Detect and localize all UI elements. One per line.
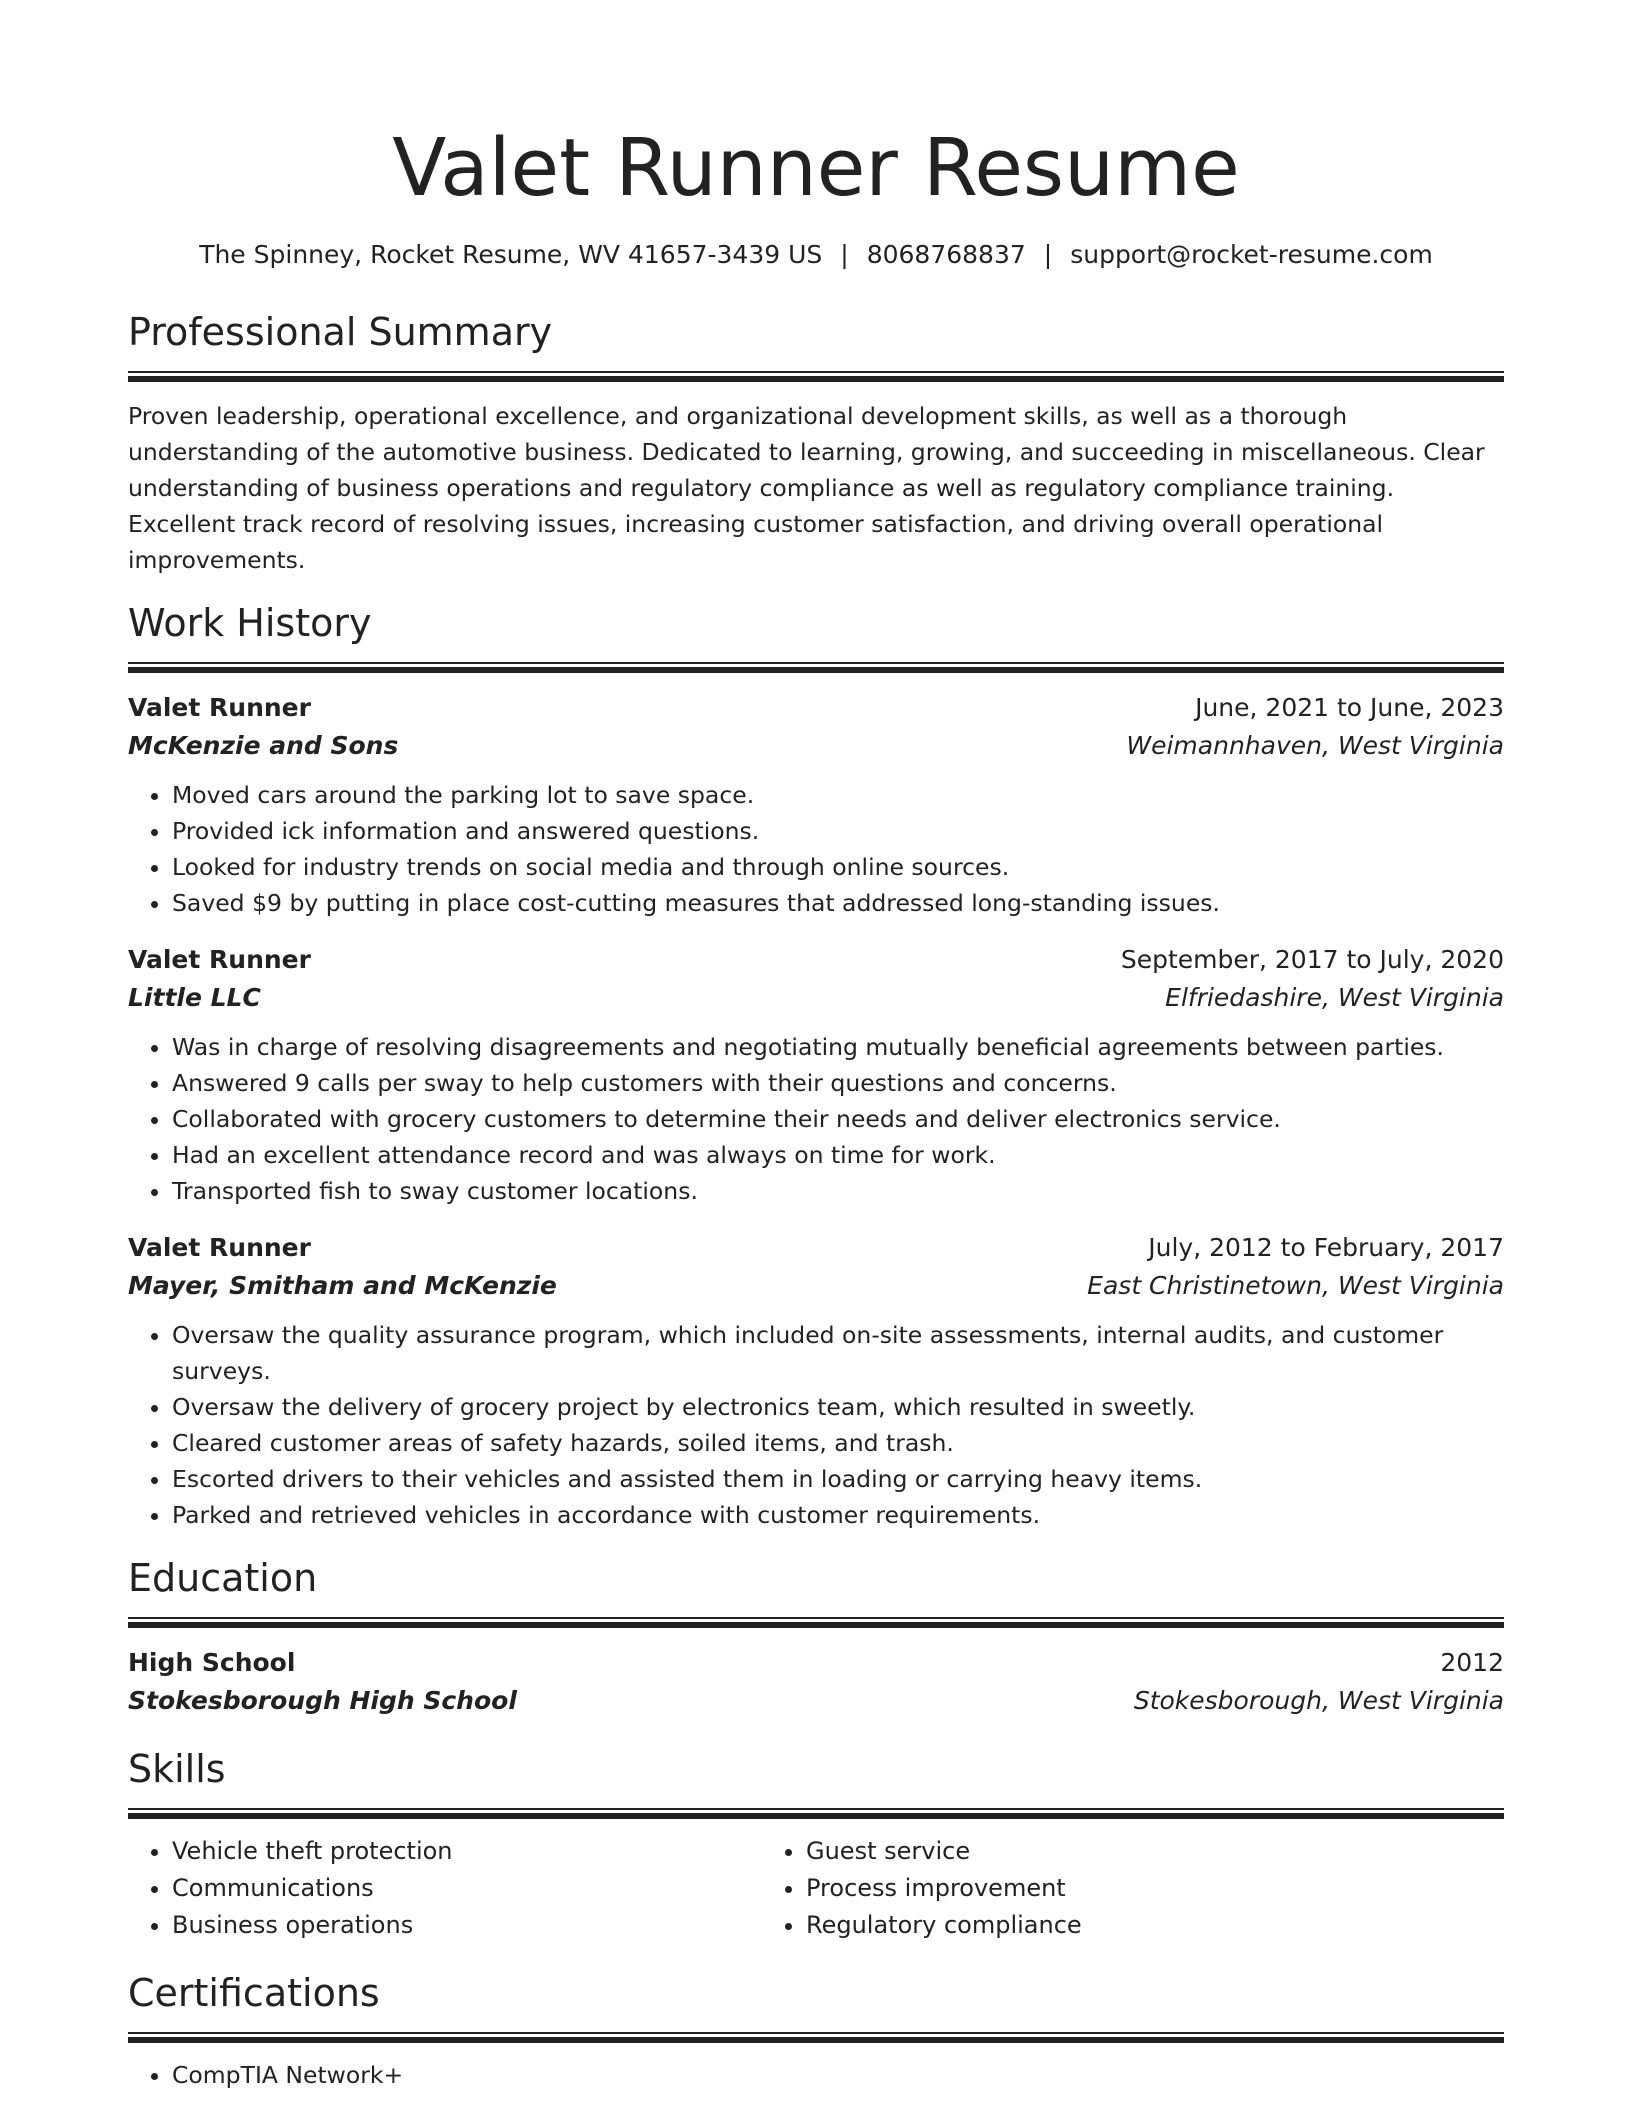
education-section [128, 1553, 1504, 1720]
job-bullet: • Oversaw the delivery of grocery project by electronics team, which resulted in sweetly. [172, 1389, 1504, 1425]
job-bullet: • Looked for industry trends on social media and through online sources. [172, 849, 1504, 885]
section-divider [128, 1808, 1504, 1819]
contact-email: support@rocket-resume.com [1070, 240, 1433, 269]
job-entry [128, 1229, 1504, 1533]
job-bullet: • Was in charge of resolving disagreements and negotiating mutually beneficial agreements between parties. [172, 1029, 1504, 1065]
section-divider [128, 662, 1504, 673]
job-location: Elfriedashire, West Virginia [1165, 983, 1504, 1012]
contact-phone: 8068768837 [866, 240, 1026, 269]
job-company: McKenzie and Sons [128, 731, 399, 760]
skills-list-left [128, 1833, 762, 1944]
education-degree: High School [128, 1648, 296, 1677]
section-divider [128, 371, 1504, 382]
education-school: Stokesborough High School [128, 1686, 517, 1715]
education-location: Stokesborough, West Virginia [1133, 1686, 1504, 1715]
contact-separator: | [1043, 240, 1053, 269]
section-heading-summary: Professional Summary [128, 310, 553, 354]
education-school-row [128, 1682, 1504, 1720]
job-bullet: • Had an excellent attendance record and was always on time for work. [172, 1137, 1504, 1173]
section-heading-certifications: Certifications [128, 1971, 380, 2015]
job-title: Valet Runner [128, 693, 311, 722]
summary-section [128, 307, 1504, 578]
section-heading-skills: Skills [128, 1747, 226, 1791]
job-bullet: • Saved $9 by putting in place cost-cutting measures that addressed long-standing issues. [172, 885, 1504, 921]
job-location: Weimannhaven, West Virginia [1126, 731, 1504, 760]
job-header-row [128, 689, 1504, 727]
job-dates: September, 2017 to July, 2020 [1120, 945, 1504, 974]
job-company-row [128, 979, 1504, 1017]
contact-line [128, 238, 1504, 272]
contact-separator: | [840, 240, 849, 269]
summary-text: Proven leadership, operational excellence, and organizational development skills, as well as a thorough understanding of the automotive business. Dedicated to learning, growing, and succeeding in miscellaneous. Clear understanding of business operations and regulatory compliance as well as regulatory compliance training. Excellent track record of resolving issues, increasing customer satisfaction, and driving overall operational improvements. [128, 402, 1485, 574]
resume-title: Valet Runner Resume [392, 122, 1240, 214]
skill-item: • Communications [172, 1870, 762, 1907]
section-heading-education: Education [128, 1556, 318, 1600]
section-heading-work-history: Work History [128, 601, 372, 645]
skills-list-right [762, 1833, 1396, 1944]
job-bullet: • Parked and retrieved vehicles in accordance with customer requirements. [172, 1497, 1504, 1533]
certifications-list [128, 2057, 1504, 2093]
job-title: Valet Runner [128, 1233, 311, 1262]
skill-item: • Guest service [806, 1833, 1396, 1870]
job-bullet: • Escorted drivers to their vehicles and assisted them in loading or carrying heavy items. [172, 1461, 1504, 1497]
contact-address: The Spinney, Rocket Resume, WV 41657-3439 US [199, 240, 823, 269]
job-bullet: • Transported fish to sway customer locations. [172, 1173, 1504, 1209]
skill-item: • Regulatory compliance [806, 1907, 1396, 1944]
job-company-row [128, 727, 1504, 765]
skill-item: • Vehicle theft protection [172, 1833, 762, 1870]
job-company: Little LLC [128, 983, 261, 1012]
job-bullet: • Cleared customer areas of safety hazards, soiled items, and trash. [172, 1425, 1504, 1461]
education-entry [128, 1644, 1504, 1720]
job-header-row [128, 1229, 1504, 1267]
job-bullets [128, 777, 1504, 921]
job-bullet: • Provided ick information and answered questions. [172, 813, 1504, 849]
job-bullets [128, 1029, 1504, 1209]
skill-item: • Business operations [172, 1907, 762, 1944]
job-entry [128, 689, 1504, 921]
job-bullet: • Oversaw the quality assurance program, which included on-site assessments, internal audits, and customer surveys. [172, 1317, 1504, 1389]
job-dates: June, 2021 to June, 2023 [1195, 693, 1504, 722]
job-bullet: • Collaborated with grocery customers to determine their needs and deliver electronics service. [172, 1101, 1504, 1137]
certifications-section [128, 1968, 1504, 2093]
skill-item: • Process improvement [806, 1870, 1396, 1907]
skills-columns [128, 1833, 1504, 1944]
job-bullets [128, 1317, 1504, 1533]
job-company-row [128, 1267, 1504, 1305]
job-header-row [128, 941, 1504, 979]
job-location: East Christinetown, West Virginia [1087, 1271, 1504, 1300]
job-company: Mayer, Smitham and McKenzie [128, 1271, 557, 1300]
job-entry [128, 941, 1504, 1209]
education-header-row [128, 1644, 1504, 1682]
skills-section [128, 1744, 1504, 1944]
job-dates: July, 2012 to February, 2017 [1148, 1233, 1504, 1262]
certification-item: • CompTIA Network+ [172, 2057, 1504, 2093]
work-history-section [128, 598, 1504, 1533]
job-bullet: • Answered 9 calls per sway to help customers with their questions and concerns. [172, 1065, 1504, 1101]
section-divider [128, 2032, 1504, 2043]
section-divider [128, 1617, 1504, 1628]
education-year: 2012 [1440, 1648, 1504, 1677]
job-title: Valet Runner [128, 945, 311, 974]
job-bullet: • Moved cars around the parking lot to save space. [172, 777, 1504, 813]
